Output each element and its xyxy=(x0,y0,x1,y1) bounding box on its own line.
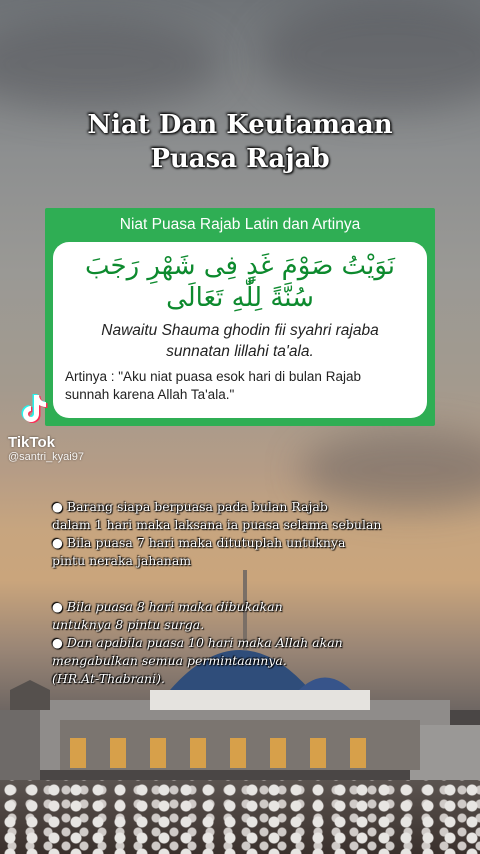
tiktok-username: @santri_kyai97 xyxy=(8,451,84,463)
benefit-line: ● Barang siapa berpuasa pada bulan Rajab xyxy=(52,499,328,514)
benefits-block-1 xyxy=(52,498,472,570)
latin-text xyxy=(53,320,427,362)
benefit-line: untuknya 8 pintu surga. xyxy=(52,617,205,632)
tiktok-name: TikTok xyxy=(8,434,55,451)
niat-card xyxy=(45,208,435,426)
arabic-line-1: نَوَيْتُ صَوْمَ غَدٍ فِى شَهْرِ رَجَبَ xyxy=(85,251,395,281)
title-line-1: Niat Dan Keutamaan xyxy=(87,110,393,140)
card-body xyxy=(53,242,427,418)
latin-line-1: Nawaitu Shauma ghodin fii syahri rajaba xyxy=(101,322,379,339)
tiktok-logo-icon xyxy=(18,392,48,424)
benefit-line: ● Bila puasa 8 hari maka dibukakan xyxy=(52,599,283,614)
arabic-text xyxy=(53,250,427,314)
benefits-block-2 xyxy=(52,598,472,688)
cloud xyxy=(260,0,480,110)
benefit-line: pintu neraka jahanam xyxy=(52,553,192,568)
title-line-2: Puasa Rajab xyxy=(150,144,330,174)
benefit-line: ● Dan apabila puasa 10 hari maka Allah akan xyxy=(52,635,343,650)
video-title xyxy=(0,108,480,176)
translation-line-1: Artinya : "Aku niat puasa esok hari di bulan Rajab xyxy=(65,369,361,384)
benefit-line: ● Bila puasa 7 hari maka ditutuplah untuknya xyxy=(52,535,346,550)
translation-line-2: sunnah karena Allah Ta'ala." xyxy=(65,387,235,402)
arabic-line-2: سُنَّةً لِلّٰهِ تَعَالَى xyxy=(166,283,314,313)
cloud xyxy=(0,20,220,110)
benefit-source: (HR.At-Thabrani). xyxy=(52,671,165,686)
translation-text xyxy=(53,368,427,404)
benefit-line: dalam 1 hari maka laksana ia puasa selama sebulan xyxy=(52,517,382,532)
card-header: Niat Puasa Rajab Latin dan Artinya xyxy=(119,216,361,233)
tiktok-watermark xyxy=(8,392,84,463)
latin-line-2: sunnatan lillahi ta'ala. xyxy=(166,343,314,360)
benefit-line: mengabulkan semua permintaannya. xyxy=(52,653,287,668)
crowd-image xyxy=(0,780,480,854)
